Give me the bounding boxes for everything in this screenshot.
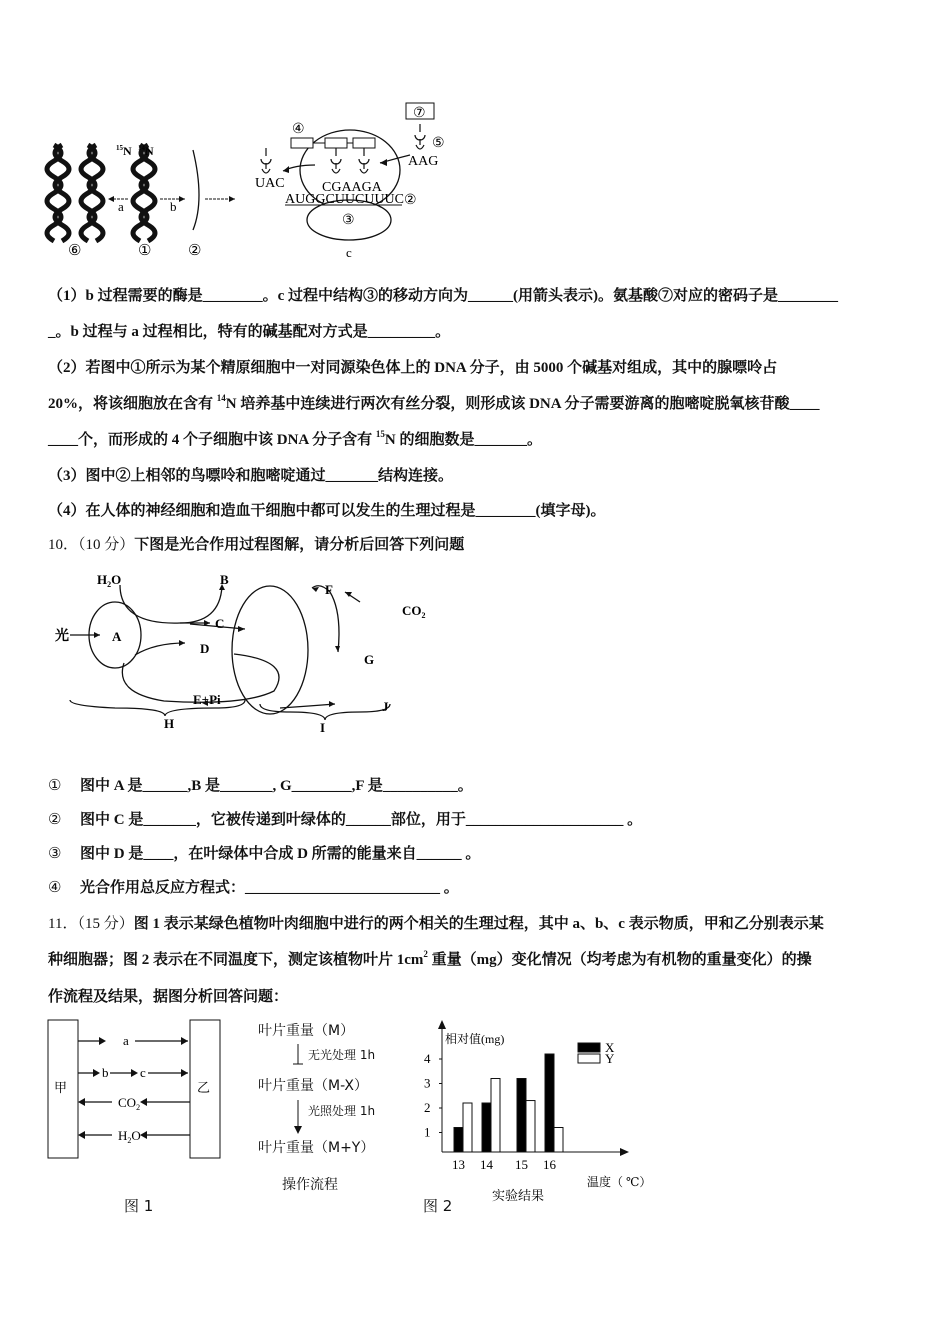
superscript: 14 (216, 393, 226, 403)
item-text: 图中 A 是______,B 是_______, G________,F 是__________。 (80, 778, 473, 794)
x-axis-label: 温度（ ℃） (587, 1175, 652, 1189)
legend-label-Y: Y (605, 1051, 615, 1066)
question-number: 10．（10 分） (48, 537, 135, 553)
label-4: ④ (292, 122, 305, 137)
n14-label: $^{14}$N (138, 144, 154, 158)
item-text: 图中 C 是_______，它被传递到叶绿体的______部位，用于_____________________ 。 (80, 812, 643, 828)
item-text: 光合作用总反应方程式：__________________________ 。 (80, 880, 459, 896)
flow-step-2: 叶片重量（M-X） (258, 1078, 369, 1094)
text: N 培养基中连续进行两次有丝分裂，则形成该 DNA 分子需要游离的胞嘧啶脱氧核苷酸____ (225, 396, 820, 412)
process-b-label: b (170, 199, 177, 214)
q9-line-1: （1）b 过程需要的酶是________。c 过程中结构③的移动方向为______(用箭头表示)。氨基酸⑦对应的密码子是________ (48, 288, 838, 304)
f-label: F (325, 582, 333, 597)
figure-2-bar-chart (400, 1015, 670, 1203)
bar-X-14 (482, 1103, 491, 1152)
substance-b-label: b (102, 1065, 109, 1080)
item-number: ④ (48, 880, 62, 896)
bar-Y-15 (526, 1101, 535, 1152)
h2o-label: $H_2O$ (97, 572, 122, 589)
bar-Y-13 (463, 1103, 472, 1152)
mrna-sequence: AUGGCUUCUUUC (285, 192, 405, 207)
photosynthesis-diagram (40, 560, 460, 740)
label-3: ③ (342, 213, 355, 228)
flow-arrows (290, 1040, 306, 1135)
label-7: ⑦ (413, 106, 426, 121)
label-2-mrna: ② (404, 193, 417, 208)
x-tick-label: 13 (452, 1157, 465, 1172)
item-number: ① (48, 778, 62, 794)
q9-line-2: _。b 过程与 a 过程相比，特有的碱基配对方式是_________。 (48, 324, 451, 340)
legend-label-X: X (605, 1040, 615, 1055)
text: 20%，将该细胞放在含有 (48, 396, 217, 412)
h-label: H (164, 716, 175, 731)
b-label: B (220, 572, 229, 587)
light-label: 光 (55, 629, 69, 644)
legend-swatch-Y (578, 1054, 600, 1063)
process-c-label: c (346, 245, 352, 260)
n15-label: $^{15}$N (116, 144, 132, 158)
text: 图 1 表示某绿色植物叶肉细胞中进行的两个相关的生理过程，其中 a、b、c 表示物质，甲和乙分别表示某 (133, 916, 824, 932)
q9-line-5 (48, 430, 542, 450)
item-text: 图中 D 是____，在叶绿体中合成 D 所需的能量来自______ 。 (80, 846, 481, 862)
x-tick-label: 15 (515, 1157, 528, 1172)
bar-X-15 (517, 1079, 526, 1153)
q10-item-4 (48, 878, 459, 898)
anticodon-aag: AAG (408, 154, 439, 169)
flow-step-3: 叶片重量（M+Y） (258, 1140, 375, 1156)
e-pi-label: E+Pi (193, 692, 221, 707)
c-label: C (215, 616, 225, 631)
q10-item-3 (48, 844, 481, 864)
label-1: ① (138, 243, 152, 259)
text: ____个，而形成的 4 个子细胞中该 DNA 分子含有 (48, 432, 376, 448)
bar-Y-14 (491, 1079, 500, 1153)
co2-label: $CO_2$ (118, 1095, 141, 1112)
organelle-yi-label: 乙 (197, 1080, 211, 1095)
q9-line-4 (48, 394, 820, 414)
question-number: 11．（15 分） (48, 916, 134, 932)
dna-replication-transcription-translation-figure (40, 95, 460, 270)
process-a-label: a (118, 199, 124, 214)
bar-X-16 (545, 1054, 554, 1152)
label-5: ⑤ (432, 136, 445, 151)
g-label: G (364, 652, 375, 667)
a-label: A (112, 629, 122, 644)
q11-line-2 (48, 950, 812, 970)
organelle-jia-label: 甲 (54, 1080, 68, 1095)
figure-1-caption: 图 1 (124, 1197, 154, 1215)
q9-line-6: （3）图中②上相邻的鸟嘌呤和胞嘧啶通过_______结构连接。 (48, 468, 454, 484)
h2o-label: $H_2O$ (118, 1128, 141, 1145)
superscript: 15 (375, 429, 385, 439)
flow-treatment-light: 光照处理 1h (308, 1104, 376, 1118)
co2-label: $CO_2$ (402, 603, 426, 620)
j-label: J (382, 699, 389, 714)
item-number: ② (48, 812, 62, 828)
y-tick-label: 1 (424, 1124, 431, 1140)
substance-a-label: a (123, 1033, 129, 1048)
bar-Y-16 (554, 1128, 563, 1153)
q10-heading (48, 535, 464, 555)
flow-treatment-dark: 无光处理 1h (308, 1048, 376, 1062)
trna-anticodons: CGAAGA (322, 180, 382, 195)
figure-2-caption: 图 2 (423, 1197, 453, 1215)
i-label: I (320, 720, 326, 735)
flow-caption: 操作流程 (282, 1177, 338, 1193)
substance-c-label: c (140, 1065, 146, 1080)
x-axis-arrow (620, 1148, 629, 1156)
y-axis-label: 相对值(mg) (445, 1032, 505, 1046)
chart-title: 实验结果 (492, 1188, 545, 1203)
q9-line-7: （4）在人体的神经细胞和造血干细胞中都可以发生的生理过程是________(填字母)。 (48, 503, 606, 519)
item-number: ③ (48, 846, 62, 862)
y-tick-label: 3 (424, 1075, 431, 1091)
q9-line-3: （2）若图中①所示为某个精原细胞中一对同源染色体上的 DNA 分子，由 5000 个碱基对组成，其中的腺嘌呤占 (48, 360, 778, 376)
x-tick-label: 14 (480, 1157, 493, 1172)
y-tick-label: 2 (424, 1100, 431, 1115)
x-tick-label: 16 (543, 1157, 556, 1172)
flow-step-1: 叶片重量（M） (258, 1023, 355, 1039)
q11-line-3: 作流程及结果，据图分析回答问题： (48, 989, 289, 1005)
q10-item-1 (48, 776, 473, 796)
figure-1-organelles (40, 1015, 240, 1165)
text: N 的细胞数是_______。 (384, 432, 543, 448)
q10-item-2 (48, 810, 643, 830)
bar-X-13 (454, 1128, 463, 1153)
dna-helix-icon (47, 145, 155, 241)
q11-line-1 (48, 914, 824, 934)
y-axis-arrow (438, 1020, 446, 1029)
anticodon-uac: UAC (255, 176, 285, 191)
y-tick-label: 4 (424, 1051, 431, 1066)
text: 种细胞器；图 2 表示在不同温度下，测定该植物叶片 1cm (48, 952, 424, 968)
label-2: ② (188, 243, 202, 259)
text: 重量（mg）变化情况（均考虑为有机物的重量变化）的操 (427, 952, 812, 968)
label-6: ⑥ (68, 243, 82, 259)
superscript: 2 (423, 949, 428, 959)
legend-swatch-X (578, 1043, 600, 1052)
d-label: D (200, 641, 210, 656)
question-title: 下图是光合作用过程图解，请分析后回答下列问题 (134, 537, 465, 553)
